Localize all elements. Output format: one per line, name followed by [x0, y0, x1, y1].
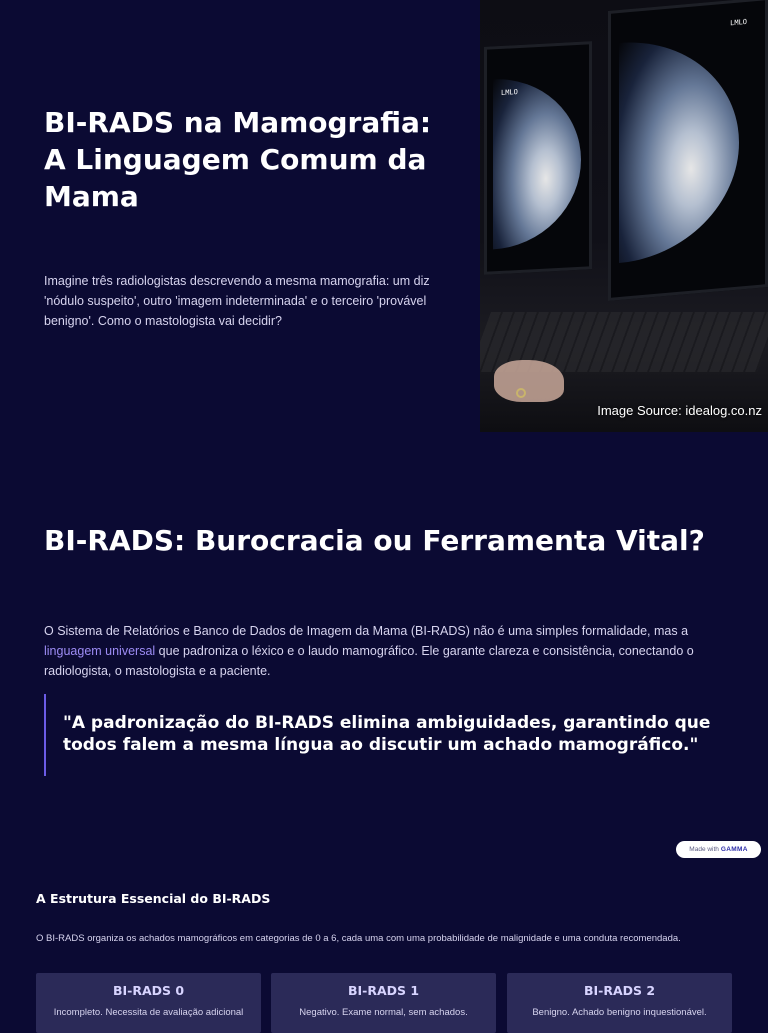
monitor-right — [608, 0, 768, 301]
birads-cards — [36, 973, 732, 1033]
section2-title: BI-RADS: Burocracia ou Ferramenta Vital? — [44, 524, 705, 557]
section3-text: O BI-RADS organiza os achados mamográficos em categorias de 0 a 6, cada uma com uma probabilidade de malignidade e uma conduta recomendada. — [36, 933, 681, 944]
card-text: Negativo. Exame normal, sem achados. — [299, 1007, 468, 1018]
card-title: BI-RADS 2 — [583, 983, 656, 998]
card-title: BI-RADS 1 — [347, 983, 420, 998]
card-birads-0 — [36, 973, 261, 1033]
hero-section — [0, 0, 768, 432]
section2-text-before: O Sistema de Relatórios e Banco de Dados de Imagem da Mama (BI-RADS) não é uma simples formalidade, mas a — [44, 624, 689, 638]
ring-image — [516, 388, 526, 398]
card-text: Incompleto. Necessita de avaliação adicional — [53, 1007, 244, 1018]
section3-title: A Estrutura Essencial do BI-RADS — [36, 891, 271, 906]
card-text: Benigno. Achado benigno inquestionável. — [532, 1007, 707, 1018]
badge-prefix: Made with — [689, 846, 719, 853]
card-title: BI-RADS 0 — [112, 983, 185, 998]
highlight-universal-language: linguagem universal — [44, 644, 156, 658]
mammogram-left-image — [493, 75, 581, 250]
monitor-left-label: LMLO — [501, 88, 518, 97]
gamma-logo: GAMMA — [720, 846, 748, 853]
quote-block — [44, 694, 714, 776]
made-with-gamma-badge[interactable] — [676, 841, 761, 858]
monitor-left — [484, 41, 592, 275]
mammogram-right-image — [619, 33, 739, 263]
mammography-monitors-photo — [480, 0, 768, 432]
hero-title: BI-RADS na Mamografia: A Linguagem Comum da Mama — [44, 106, 432, 213]
hand-image — [494, 360, 564, 402]
monitor-right-label: LMLO — [730, 17, 747, 28]
image-source-caption: Image Source: idealog.co.nz — [597, 403, 762, 418]
card-birads-2 — [507, 973, 732, 1033]
quote-text: "A padronização do BI-RADS elimina ambiguidades, garantindo que todos falem a mesma língua ao discutir um achado mamográfico." — [63, 713, 711, 755]
section2-text-after: que padroniza o léxico e o laudo mamográfico. Ele garante clareza e consistência, conectando o radiologista, o mastologista e a paciente. — [44, 644, 694, 678]
section2-text — [44, 621, 724, 681]
card-birads-1 — [271, 973, 496, 1033]
hero-intro-text: Imagine três radiologistas descrevendo a mesma mamografia: um diz 'nódulo suspeito', outro 'imagem indeterminada' e o terceiro 'provável benigno'. Como o mastologista vai decidir? — [44, 274, 430, 328]
